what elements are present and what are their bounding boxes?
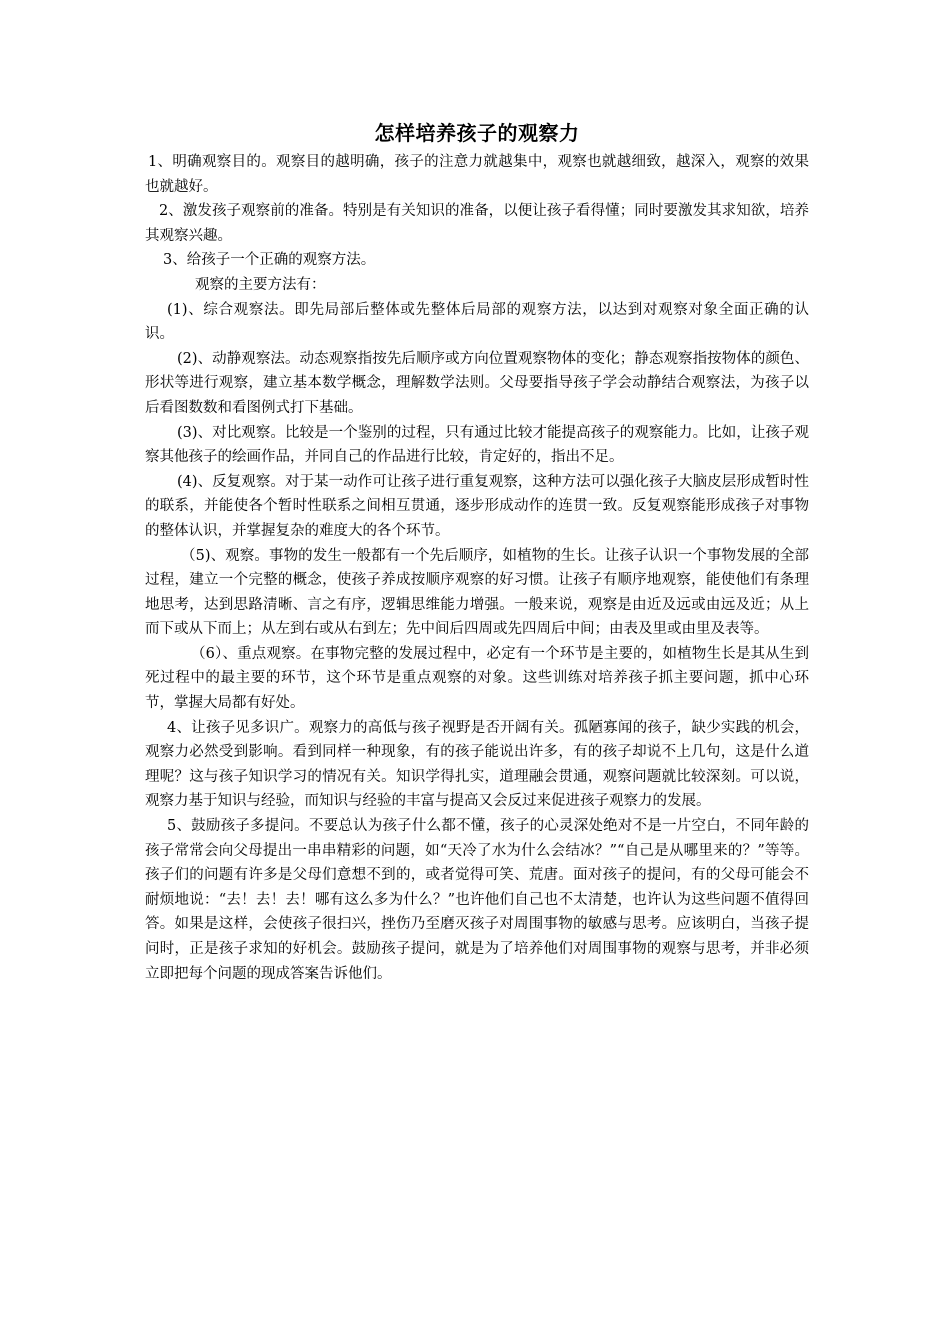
paragraph-method-focus: （6）、重点观察。在事物完整的发展过程中，必定有一个环节是主要的，如植物生长是其从生到死过程中的最主要的环节，这个环节是重点观察的对象。这些训练对培养孩子抓主要问题，抓中心环节，掌握大局都有好处。 <box>145 645 809 712</box>
paragraph-broad-knowledge: 4、让孩子见多识广。观察力的高低与孩子视野是否开阔有关。孤陋寡闻的孩子，缺少实践的机会，观察力必然受到影响。看到同样一种现象，有的孩子能说出许多，有的孩子却说不上几句，这是什么道理呢？这与孩子知识学习的情况有关。知识学得扎实，道理融会贯通，观察问题就比较深刻。可以说，观察力基于知识与经验，而知识与经验的丰富与提高又会反过来促进孩子观察力的发展。 <box>145 719 809 810</box>
paragraph-method-observe: （5)、观察。事物的发生一般都有一个先后顺序，如植物的生长。让孩子认识一个事物发展的全部过程，建立一个完整的概念，使孩子养成按顺序观察的好习惯。让孩子有顺序地观察，能使他们有条理地思考，达到思路清晰、言之有序，逻辑思维能力增强。一般来说，观察是由近及远或由远及近；从上而下或从下而上；从左到右或从右到左；先中间后四周或先四周后中间；由表及里或由里及表等。 <box>145 547 809 638</box>
paragraph-goal: 1、明确观察目的。观察目的越明确，孩子的注意力就越集中，观察也就越细致，越深入，观察的效果也就越好。 <box>145 154 809 195</box>
paragraph-method-comprehensive: (1)、综合观察法。即先局部后整体或先整体后局部的观察方法，以达到对观察对象全面正确的认识。 <box>145 301 809 343</box>
paragraph-method-dynamic-static: (2)、动静观察法。动态观察指按先后顺序或方向位置观察物体的变化；静态观察指按物体的颜色、形状等进行观察，建立基本数学概念，理解数学法则。父母要指导孩子学会动静结合观察法，为孩子以后看图数数和看图例式打下基础。 <box>145 350 809 416</box>
document-page <box>145 118 809 986</box>
paragraph-method-repeat: (4)、反复观察。对于某一动作可让孩子进行重复观察，这种方法可以强化孩子大脑皮层形成暂时性的联系，并能使各个暂时性联系之间相互贯通，逐步形成动作的连贯一致。反复观察能形成孩子对事物的整体认识，并掌握复杂的难度大的各个环节。 <box>145 473 809 539</box>
paragraph-preparation: 2、激发孩子观察前的准备。特别是有关知识的准备，以便让孩子看得懂；同时要激发其求知欲，培养其观察兴趣。 <box>145 203 809 244</box>
document-title: 怎样培养孩子的观察力 <box>374 121 580 145</box>
paragraph-method-contrast: (3)、对比观察。比较是一个鉴别的过程，只有通过比较才能提高孩子的观察能力。比如，让孩子观察其他孩子的绘画作品，并同自己的作品进行比较，肯定好的，指出不足。 <box>145 424 809 466</box>
paragraph-methods-intro: 观察的主要方法有： <box>195 276 326 293</box>
paragraph-encourage-questions: 5、鼓励孩子多提问。不要总认为孩子什么都不懂，孩子的心灵深处绝对不是一片空白，不同年龄的孩子常常会向父母提出一串串精彩的问题，如“天冷了水为什么会结冰？”“自己是从哪里来的？”等等。孩子们的问题有许多是父母们意想不到的，或者觉得可笑、荒唐。面对孩子的提问，有的父母可能会不耐烦地说：“去！去！去！哪有这么多为什么？”也许他们自己也不太清楚，也许认为这些问题不值得回答。如果是这样，会使孩子很扫兴，挫伤乃至磨灭孩子对周围事物的敏感与思考。应该明白，当孩子提问时，正是孩子求知的好机会。鼓励孩子提问，就是为了培养他们对周围事物的观察与思考，并非必须立即把每个问题的现成答案告诉他们。 <box>145 818 809 982</box>
paragraph-method: 3、给孩子一个正确的观察方法。 <box>163 252 376 269</box>
